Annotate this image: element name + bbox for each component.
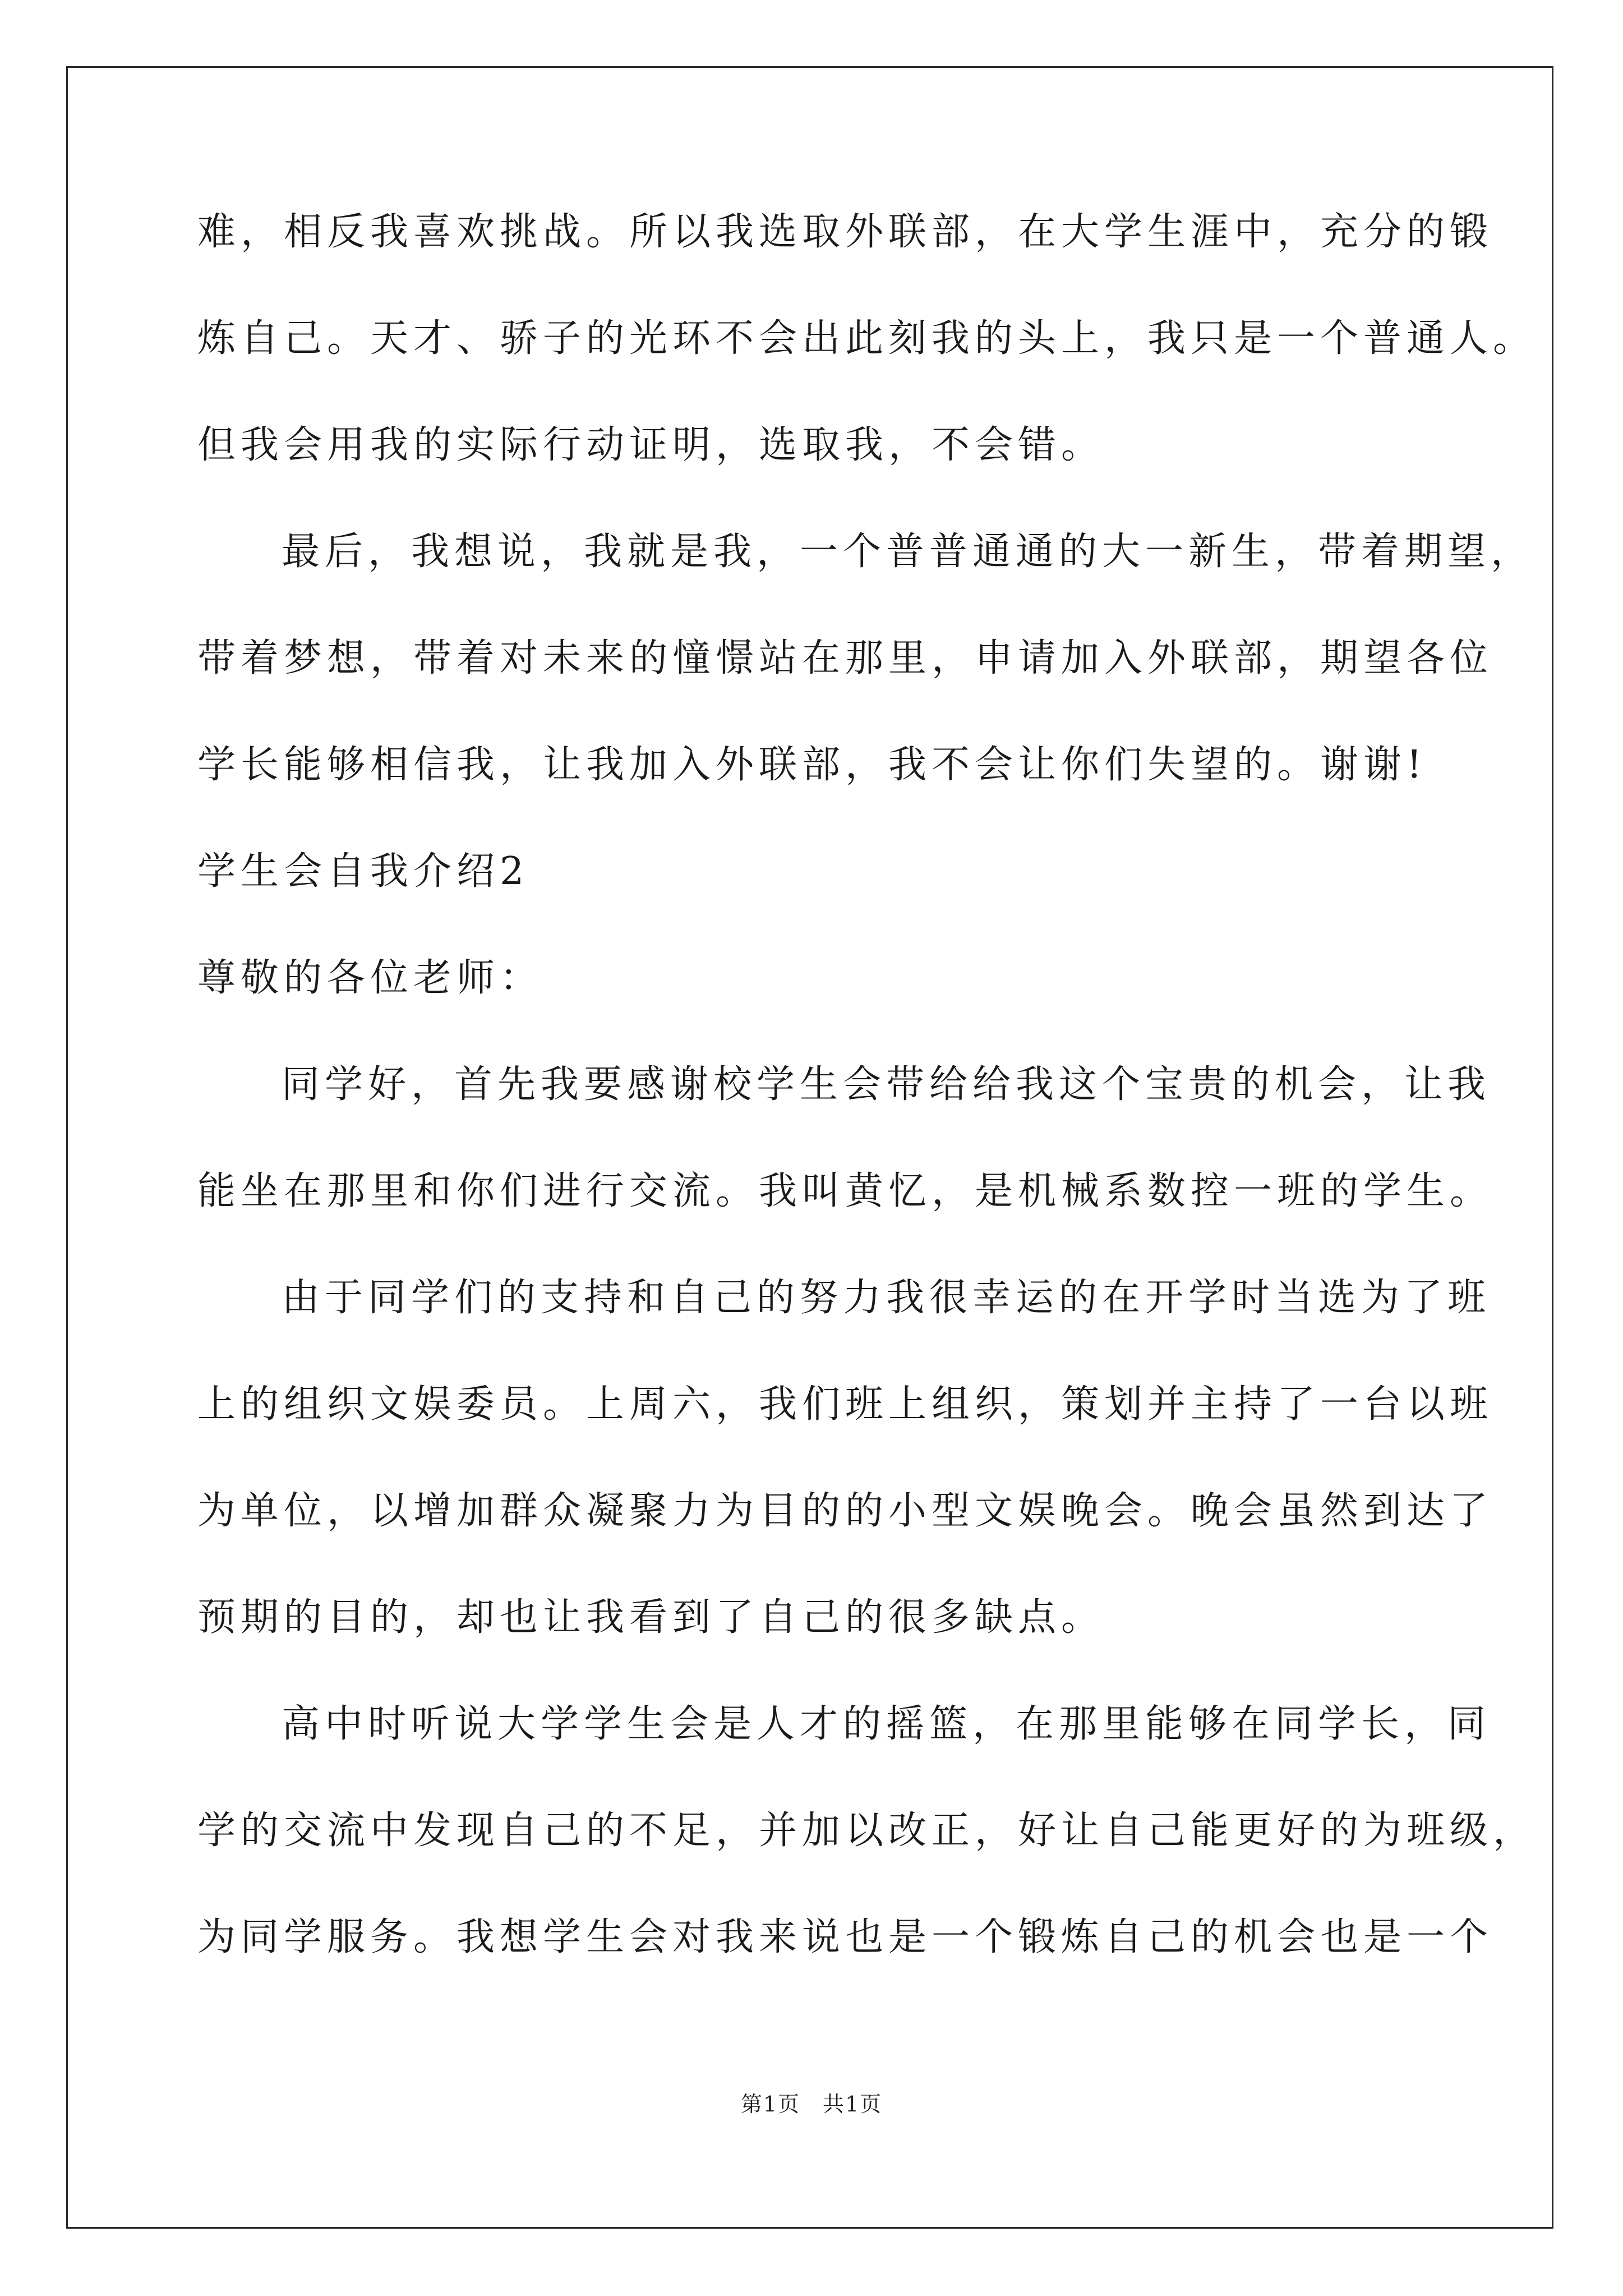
text-line: 学长能够相信我，让我加入外联部，我不会让你们失望的。谢谢!	[197, 743, 1427, 787]
page-number-footer: 第1页 共1页	[740, 2092, 883, 2116]
paragraph-first-line: 同学好，首先我要感谢校学生会带给给我这个宝贵的机会，让我	[282, 1062, 1491, 1107]
section-title: 学生会自我介绍2	[197, 849, 529, 894]
text-line: 为单位，以增加群众凝聚力为目的的小型文娱晚会。晚会虽然到达了	[197, 1489, 1493, 1533]
salutation: 尊敬的各位老师：	[197, 956, 543, 1000]
paragraph-first-line: 高中时听说大学学生会是人才的摇篮，在那里能够在同学长，同	[282, 1702, 1491, 1746]
text-line: 为同学服务。我想学生会对我来说也是一个锻炼自己的机会也是一个	[197, 1915, 1493, 1959]
text-line: 但我会用我的实际行动证明，选取我，不会错。	[197, 423, 1105, 467]
text-line: 能坐在那里和你们进行交流。我叫黄忆，是机械系数控一班的学生。	[197, 1169, 1493, 1213]
text-line: 学的交流中发现自己的不足，并加以改正，好让自己能更好的为班级，	[197, 1809, 1537, 1853]
paragraph-first-line: 由于同学们的支持和自己的努力我很幸运的在开学时当选为了班	[282, 1276, 1491, 1320]
text-line: 上的组织文娱委员。上周六，我们班上组织，策划并主持了一台以班	[197, 1382, 1493, 1427]
text-line: 炼自己。天才、骄子的光环不会出此刻我的头上，我只是一个普通人。	[197, 316, 1537, 361]
text-line: 难，相反我喜欢挑战。所以我选取外联部，在大学生涯中，充分的锻	[197, 210, 1493, 254]
text-line: 带着梦想，带着对未来的憧憬站在那里，申请加入外联部，期望各位	[197, 636, 1493, 680]
paragraph-first-line: 最后，我想说，我就是我，一个普普通通的大一新生，带着期望，	[282, 530, 1534, 574]
text-line: 预期的目的，却也让我看到了自己的很多缺点。	[197, 1595, 1105, 1640]
page-border	[66, 66, 1553, 2229]
